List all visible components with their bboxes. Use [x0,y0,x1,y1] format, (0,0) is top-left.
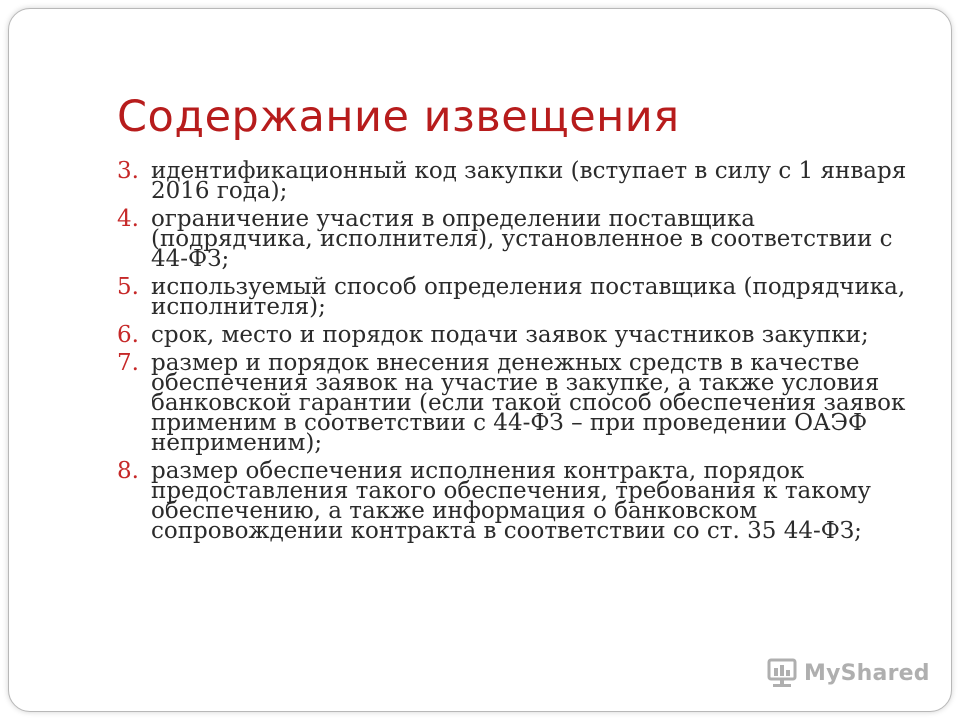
list-item-text: размер и порядок внесения денежных средств в качестве обеспечения заявок на участие в закупке, а также условия банковской гарантии (если такой способ обеспечения заявок применим в соответствии с 44-ФЗ – при проведении ОАЭФ неприменим); [151,350,906,456]
list-item-number: 5. [117,274,139,300]
list-item-text: идентификационный код закупки (вступает в силу с 1 января 2016 года); [151,158,907,204]
list-item-number: 3. [117,158,139,184]
list-item-text: размер обеспечения исполнения контракта, порядок предоставления такого обеспечения, требования к такому обеспечению, а также информация о банковском сопровождении контракта в соответствии со ст. 35 44-ФЗ; [151,458,871,544]
list-item [117,458,907,544]
list-item [117,274,907,320]
watermark-text: MyShared [804,660,930,686]
list-item [117,206,907,272]
list-item [117,350,907,456]
list-item-text: используемый способ определения поставщика (подрядчика, исполнителя); [151,274,906,320]
list-item [117,322,907,348]
slide [8,8,952,712]
notice-content-list [117,158,907,549]
list-item-text: ограничение участия в определении поставщика (подрядчика, исполнителя), установленное в соответствии с 44-ФЗ; [151,206,893,272]
list-item-number: 4. [117,206,139,232]
slide-title: Содержание извещения [117,92,680,142]
myshared-watermark [766,656,930,690]
presentation-board-icon [766,656,798,690]
list-item-text: срок, место и порядок подачи заявок участников закупки; [151,322,869,348]
list-item-number: 6. [117,322,139,348]
list-item [117,158,907,204]
list-item-number: 7. [117,350,139,376]
list-item-number: 8. [117,458,139,484]
